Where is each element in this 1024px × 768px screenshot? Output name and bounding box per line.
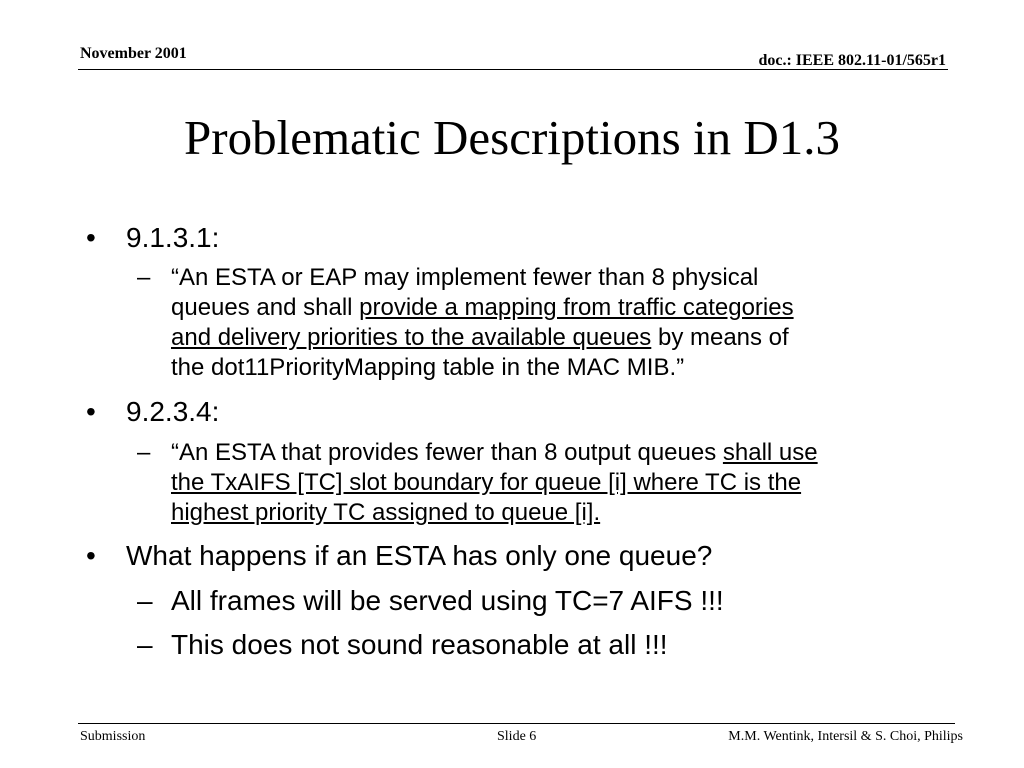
bullet-label: 9.1.3.1:: [126, 222, 220, 253]
quote-line: [171, 263, 961, 293]
quote-line: [171, 323, 961, 353]
quote-line: [171, 468, 961, 498]
bullet-glyph: •: [86, 222, 96, 253]
sub-bullet-label: All frames will be served using TC=7 AIFS !!!: [171, 585, 724, 616]
underlined-text-run: shall use: [722, 439, 818, 466]
bullet-glyph: •: [86, 396, 96, 427]
header-date: November 2001: [80, 45, 187, 62]
footer-authors: M.M. Wentink, Intersil & S. Choi, Philips: [728, 729, 963, 744]
quote-line: [171, 438, 961, 468]
bullet-label: What happens if an ESTA has only one queue?: [126, 540, 713, 571]
dash-glyph: –: [137, 264, 151, 291]
dash-glyph: –: [137, 439, 151, 466]
underlined-text-run: highest priority TC assigned to queue [i].: [171, 499, 601, 526]
sub-bullet-label: This does not sound reasonable at all !!!: [171, 629, 668, 660]
underlined-text-run: the TxAIFS [TC] slot boundary for queue [i] where TC is the: [171, 469, 802, 496]
text-run: “An ESTA or EAP may implement fewer than 8 physical: [171, 264, 759, 291]
header-divider: [78, 69, 948, 70]
quote-line: [171, 293, 961, 323]
text-run: queues and shall: [171, 294, 360, 321]
quote-line: [171, 498, 961, 528]
slide-title: Problematic Descriptions in D1.3: [184, 110, 840, 165]
footer-slide-number: Slide 6: [497, 729, 537, 744]
bullet-label: 9.2.3.4:: [126, 396, 220, 427]
text-run: by means of: [651, 324, 789, 351]
quote-line: [171, 353, 961, 383]
text-run: “An ESTA that provides fewer than 8 output queues: [171, 439, 723, 466]
quote-text: [171, 263, 961, 383]
footer-submission: Submission: [80, 729, 146, 744]
quote-text: [171, 438, 961, 528]
text-run: the dot11PriorityMapping table in the MAC MIB.”: [171, 354, 685, 381]
underlined-text-run: provide a mapping from traffic categories: [359, 294, 794, 321]
dash-glyph: –: [137, 585, 153, 616]
dash-glyph: –: [137, 629, 153, 660]
header-doc-id: doc.: IEEE 802.11-01/565r1: [758, 52, 946, 69]
underlined-text-run: and delivery priorities to the available queues: [171, 324, 652, 351]
footer-divider: [78, 723, 955, 724]
bullet-glyph: •: [86, 540, 96, 571]
